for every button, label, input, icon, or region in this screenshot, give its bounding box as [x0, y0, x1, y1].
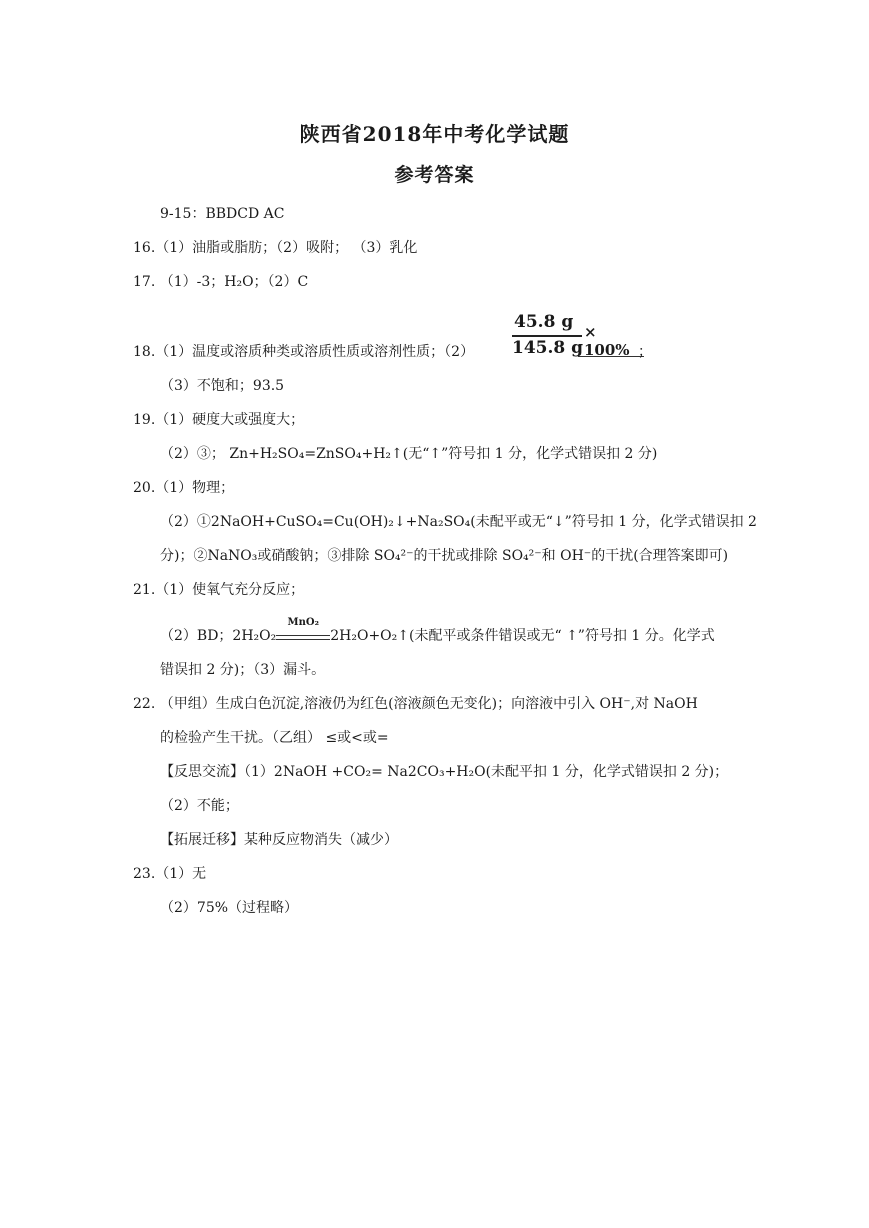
mass-fraction-formula	[508, 312, 644, 360]
answer-9-15: 9-15：BBDCD AC	[160, 206, 285, 222]
answer-23-2: （2）75%（过程略）	[160, 900, 299, 916]
answer-18	[133, 342, 474, 362]
answer-20-2: （2）①2NaOH+CuSO₄=Cu(OH)₂↓+Na₂SO₄(未配平或无“↓”符号扣 1 分，化学式错误扣 2	[160, 514, 757, 530]
document-title: 陕西省2018年中考化学试题	[299, 122, 570, 146]
answer-18-text: 18.（1）温度或溶质种类或溶质性质或溶剂性质；（2）	[133, 344, 475, 360]
answer-19: 19.（1）硬度大或强度大；	[133, 412, 305, 428]
answer-22-reflection-2: （2）不能；	[160, 798, 239, 814]
answer-18-end: ；	[638, 344, 652, 360]
answer-21-2	[160, 617, 715, 646]
catalyst-label: MnO₂	[287, 617, 319, 628]
fraction-multiplier: × 100%	[584, 323, 630, 359]
answer-21-2-start: （2）BD；2H₂O₂	[160, 628, 277, 644]
answer-20: 20.（1）物理；	[133, 480, 235, 496]
fraction-numerator: 45.8 g	[514, 312, 574, 332]
answer-20-2-cont: 分)；②NaNO₃或硝酸钠；③排除 SO₄²⁻的干扰或排除 SO₄²⁻和 OH⁻的干扰(合理答案即可)	[160, 548, 729, 564]
reaction-equals-sign	[276, 635, 330, 640]
document-subtitle: 参考答案	[394, 164, 475, 186]
answer-21-3: 错误扣 2 分)；（3）漏斗。	[160, 662, 326, 678]
answer-17: 17. （1）-3；H₂O；（2）C	[133, 274, 309, 290]
answer-16: 16.（1）油脂或脂肪；（2）吸附； （3）乳化	[133, 240, 418, 256]
answer-21-2-end: 2H₂O+O₂↑(未配平或条件错误或无“ ↑”符号扣 1 分。化学式	[330, 628, 715, 644]
answer-21: 21.（1）使氧气充分反应；	[133, 582, 305, 598]
answer-22-reflection: 【反思交流】（1）2NaOH +CO₂= Na2CO₃+H₂O(未配平扣 1 分，化学式错误扣 2 分)；	[160, 764, 729, 780]
fraction-bar	[512, 335, 582, 337]
answer-18-3: （3）不饱和；93.5	[160, 378, 285, 394]
answer-23: 23.（1）无	[133, 866, 207, 882]
answer-19-2: （2）③； Zn+H₂SO₄=ZnSO₄+H₂↑(无“↑”符号扣 1 分，化学式错误扣 2 分)	[160, 446, 658, 462]
answer-22: 22. （甲组）生成白色沉淀,溶液仍为红色(溶液颜色无变化)；向溶液中引入 OH⁻,对 NaOH	[133, 696, 698, 712]
catalyst-condition	[276, 617, 330, 640]
fraction-underline	[578, 356, 644, 357]
answer-22-cont: 的检验产生干扰。（乙组） ≤或<或=	[160, 730, 389, 746]
answer-22-extension: 【拓展迁移】某种反应物消失（减少）	[160, 832, 398, 848]
fraction-denominator: 145.8 g	[512, 338, 584, 358]
